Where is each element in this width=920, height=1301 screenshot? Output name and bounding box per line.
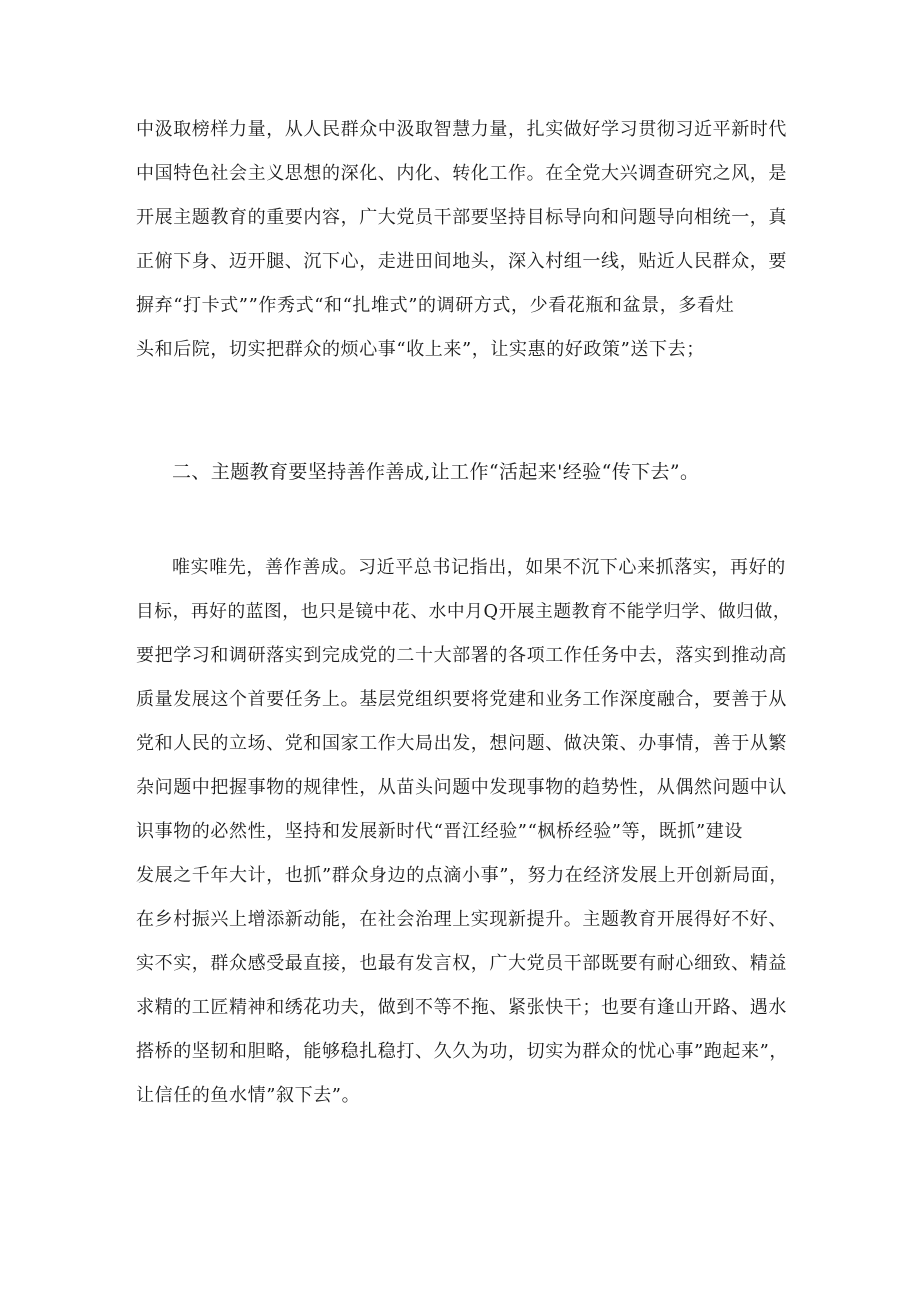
paragraph2-line-9: 在乡村振兴上增添新动能，在社会治理上实现新提升。主题教育开展得好不好、 [136, 909, 787, 930]
paragraph2-line-12: 搭桥的坚韧和胆略，能够稳扎稳打、久久为功，切实为群众的忧心事”跑起来”， [136, 1041, 789, 1062]
paragraph2-line-2: 目标，再好的蓝图，也只是镜中花、水中月Q开展主题教育不能学归学、做归做， [136, 602, 792, 622]
paragraph2-line-4: 质量发展这个首要任务上。基层党组织要将党建和业务工作深度融合，要善于从 [136, 689, 787, 710]
paragraph1-line-4: 正俯下身、迈开腿、沉下心，走进田间地头，深入村组一线，贴近人民群众，要 [136, 251, 787, 272]
section-heading-2: 二、主题教育要坚持善作善成,让工作“活起来'经验“传下去”。 [172, 461, 700, 483]
paragraph1-line-1: 中汲取榜样力量，从人民群众中汲取智慧力量，扎实做好学习贯彻习近平新时代 [136, 119, 787, 140]
paragraph2-line-6: 杂问题中把握事物的规律性，从苗头问题中发现事物的趋势性，从偶然问题中认 [136, 777, 787, 798]
paragraph1-line-2: 中国特色社会主义思想的深化、内化、转化工作。在全党大兴调查研究之风，是 [136, 163, 787, 184]
paragraph2-line-10: 实不实，群众感受最直接，也最有发言权，广大党员干部既要有耐心细致、精益 [136, 953, 787, 974]
paragraph2-line-1: 唯实唯先，善作善成。习近平总书记指出，如果不沉下心来抓落实，再好的 [172, 557, 786, 578]
paragraph2-line-3: 要把学习和调研落实到完成党的二十大部署的各项工作任务中去，落实到推动高 [136, 645, 787, 666]
paragraph2-line-11: 求精的工匠精神和绣花功夫，做到不等不拖、紧张快干；也要有逢山开路、遇水 [136, 997, 787, 1018]
paragraph2-line-7: 识事物的必然性，坚持和发展新时代“晋江经验”“枫桥经验”等，既抓”建设 [136, 821, 744, 842]
paragraph2-line-13: 让信任的鱼水情”叙下去”。 [136, 1085, 361, 1106]
paragraph2-line-5: 党和人民的立场、党和国家工作大局出发，想问题、做决策、办事情，善于从繁 [136, 733, 787, 754]
paragraph1-line-5: 摒弃“打卡式””作秀式“和“扎堆式”的调研方式，少看花瓶和盆景，多看灶 [136, 295, 735, 316]
paragraph1-line-3: 开展主题教育的重要内容，广大党员干部要坚持目标导向和问题导向相统一，真 [136, 207, 787, 228]
paragraph2-line-8: 发展之千年大计，也抓”群众身边的点滴小事”，努力在经济发展上开创新局面， [136, 865, 789, 886]
paragraph1-line-6: 头和后院，切实把群众的烦心事“收上来”，让实惠的好政策”送下去； [136, 339, 705, 360]
